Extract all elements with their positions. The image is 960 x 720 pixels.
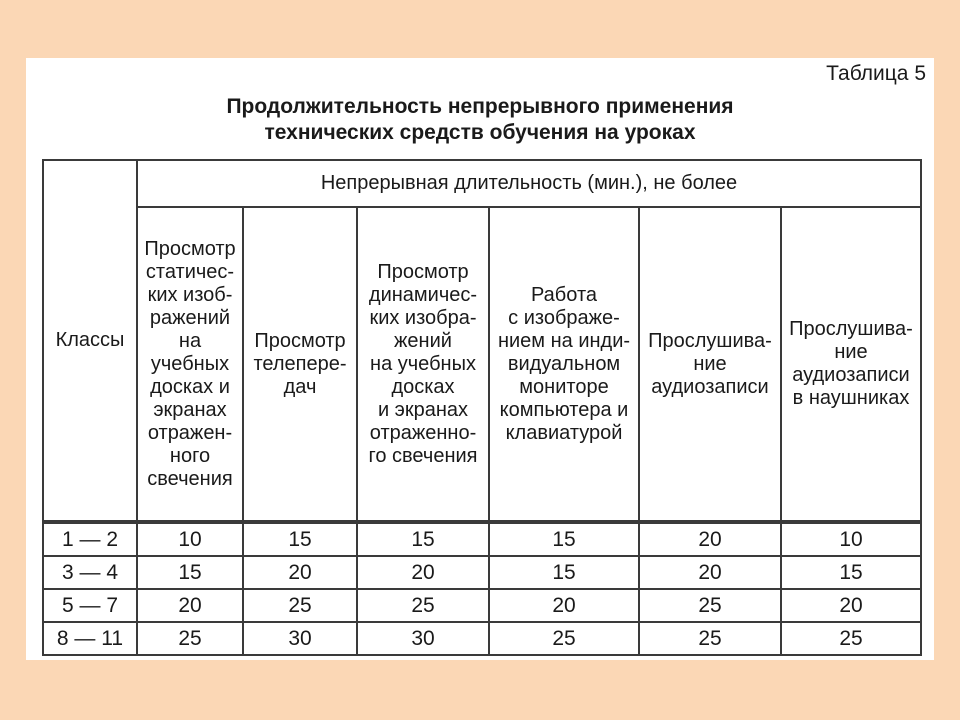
table-row xyxy=(43,522,921,556)
header-tv-viewing: Просмотр телепере- дач xyxy=(243,207,357,522)
row-classes-cell: 3 — 4 xyxy=(43,556,137,589)
value-cell: 20 xyxy=(781,589,921,622)
value-cell: 15 xyxy=(489,556,639,589)
value-cell: 25 xyxy=(137,622,243,655)
value-cell: 30 xyxy=(357,622,489,655)
table-row xyxy=(43,589,921,622)
header-audio-listening: Прослушива- ние аудиозаписи xyxy=(639,207,781,522)
table-number-label: Таблица 5 xyxy=(826,62,926,85)
value-cell: 20 xyxy=(639,556,781,589)
value-cell: 20 xyxy=(639,522,781,556)
header-dynamic-images: Просмотр динамичес- ких изобра- жений на учебных досках и экранах отраженно- го свечения xyxy=(357,207,489,522)
value-cell: 25 xyxy=(781,622,921,655)
value-cell: 20 xyxy=(243,556,357,589)
value-cell: 25 xyxy=(243,589,357,622)
value-cell: 20 xyxy=(137,589,243,622)
value-cell: 25 xyxy=(357,589,489,622)
value-cell: 10 xyxy=(781,522,921,556)
row-classes-cell: 5 — 7 xyxy=(43,589,137,622)
header-row-columns xyxy=(43,207,921,522)
table-title: Продолжительность непрерывного применения технических средств обучения на уроках xyxy=(226,95,734,144)
header-row-group xyxy=(43,160,921,207)
table-row xyxy=(43,556,921,589)
value-cell: 15 xyxy=(489,522,639,556)
header-duration-group: Непрерывная длительность (мин.), не более xyxy=(137,160,921,207)
header-headphones-listening: Прослушива- ние аудиозаписи в наушниках xyxy=(781,207,921,522)
row-classes-cell: 8 — 11 xyxy=(43,622,137,655)
value-cell: 20 xyxy=(489,589,639,622)
header-computer-work: Работа с изображе- нием на инди- видуальном мониторе компьютера и клавиатурой xyxy=(489,207,639,522)
duration-table xyxy=(42,159,922,656)
value-cell: 10 xyxy=(137,522,243,556)
value-cell: 15 xyxy=(781,556,921,589)
header-static-images: Просмотр статичес- ких изоб- ражений на учебных досках и экранах отражен- ного свечения xyxy=(137,207,243,522)
row-classes-cell: 1 — 2 xyxy=(43,522,137,556)
table-row xyxy=(43,622,921,655)
header-classes: Классы xyxy=(43,160,137,522)
value-cell: 30 xyxy=(243,622,357,655)
value-cell: 25 xyxy=(489,622,639,655)
value-cell: 15 xyxy=(137,556,243,589)
value-cell: 15 xyxy=(243,522,357,556)
value-cell: 20 xyxy=(357,556,489,589)
value-cell: 25 xyxy=(639,622,781,655)
value-cell: 15 xyxy=(357,522,489,556)
value-cell: 25 xyxy=(639,589,781,622)
document-sheet xyxy=(26,58,934,660)
